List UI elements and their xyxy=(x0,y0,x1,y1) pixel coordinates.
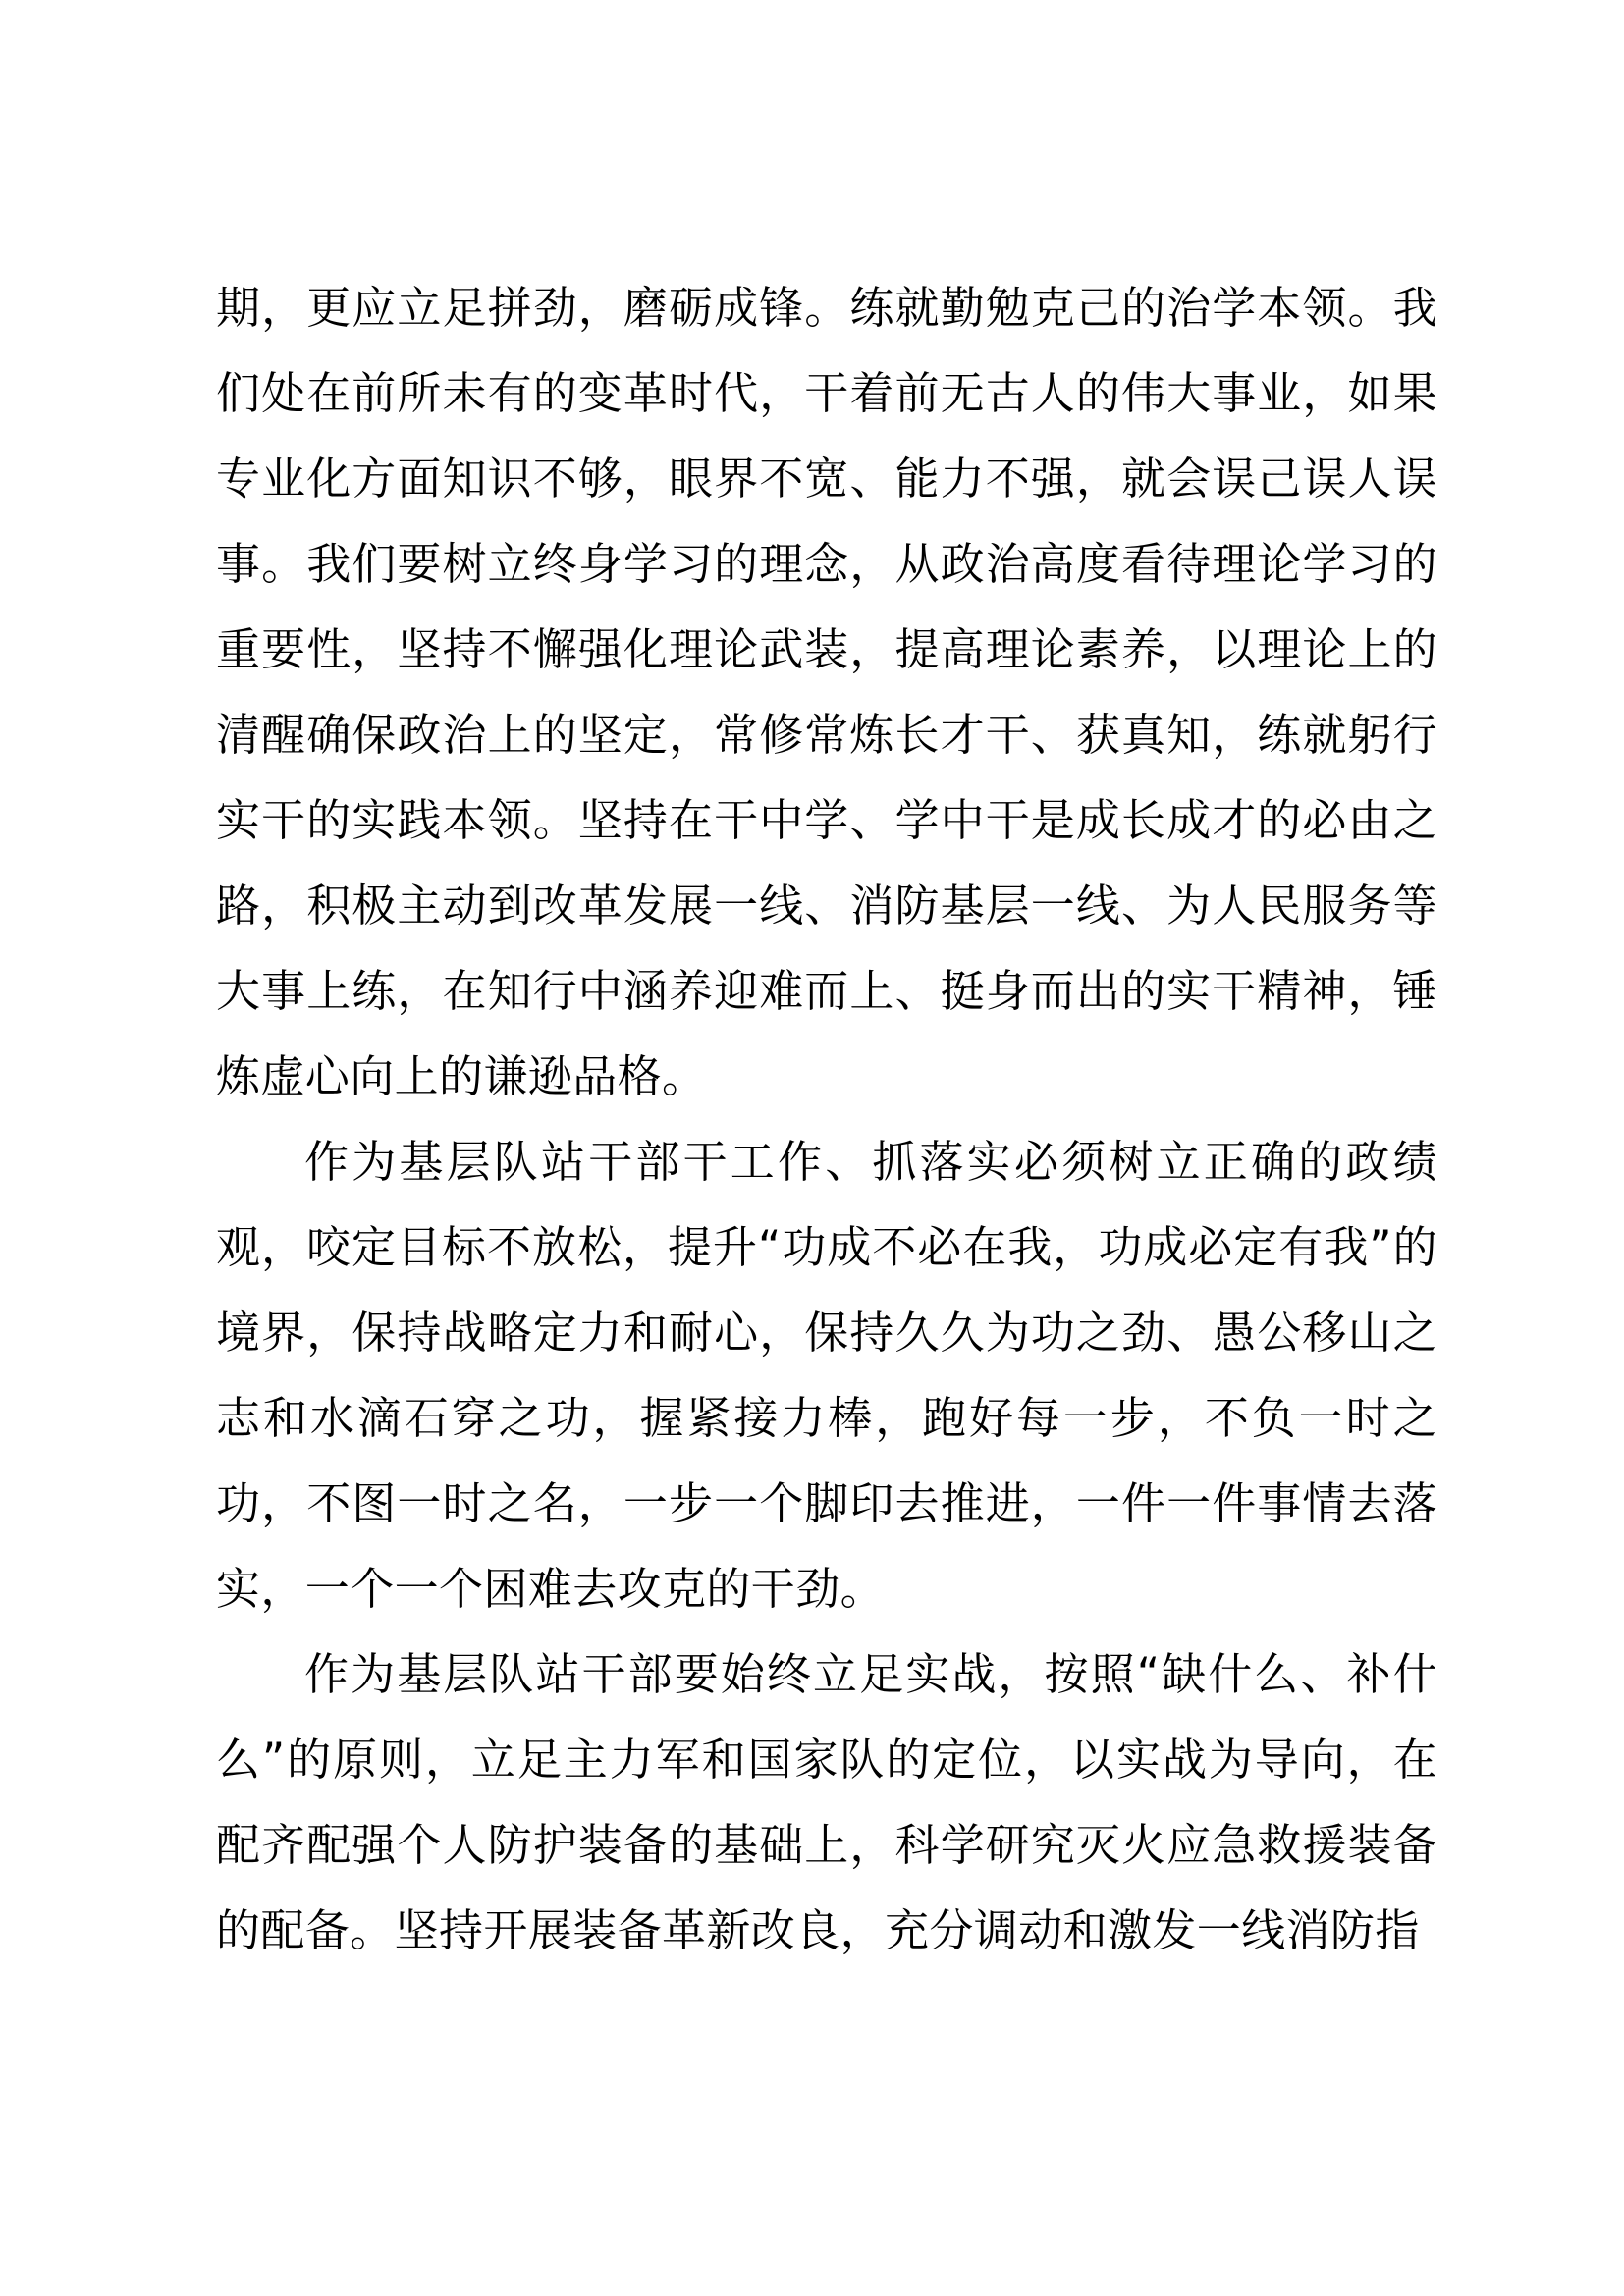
paragraph-3: 作为基层队站干部要始终立足实战，按照“缺什么、补什么”的原则，立足主力军和国家队的定位，以实战为导向，在配齐配强个人防护装备的基础上，科学研究灭火应急救援装备的配备。坚持开展装备革新改良，充分调动和激发一线消防指 xyxy=(216,1648,1437,1956)
paragraph-2: 作为基层队站干部干工作、抓落实必须树立正确的政绩观，咬定目标不放松，提升“功成不必在我，功成必定有我”的境界，保持战略定力和耐心，保持久久为功之劲、愚公移山之志和水滴石穿之功，握紧接力棒，跑好每一步，不负一时之功，不图一时之名，一步一个脚印去推进，一件一件事情去落实，一个一个困难去攻克的干劲。 xyxy=(216,1136,1437,1615)
document-body xyxy=(216,265,1437,1973)
paragraph-1: 期，更应立足拼劲，磨砺成锋。练就勤勉克己的治学本领。我们处在前所未有的变革时代，干着前无古人的伟大事业，如果专业化方面知识不够，眼界不宽、能力不强，就会误己误人误事。我们要树立终身学习的理念，从政治高度看待理论学习的重要性，坚持不懈强化理论武装，提高理论素养，以理论上的清醒确保政治上的坚定，常修常炼长才干、获真知，练就躬行实干的实践本领。坚持在干中学、学中干是成长成才的必由之路，积极主动到改革发展一线、消防基层一线、为人民服务等大事上练，在知行中涵养迎难而上、挺身而出的实干精神，锤炼虚心向上的谦逊品格。 xyxy=(216,282,1437,1102)
